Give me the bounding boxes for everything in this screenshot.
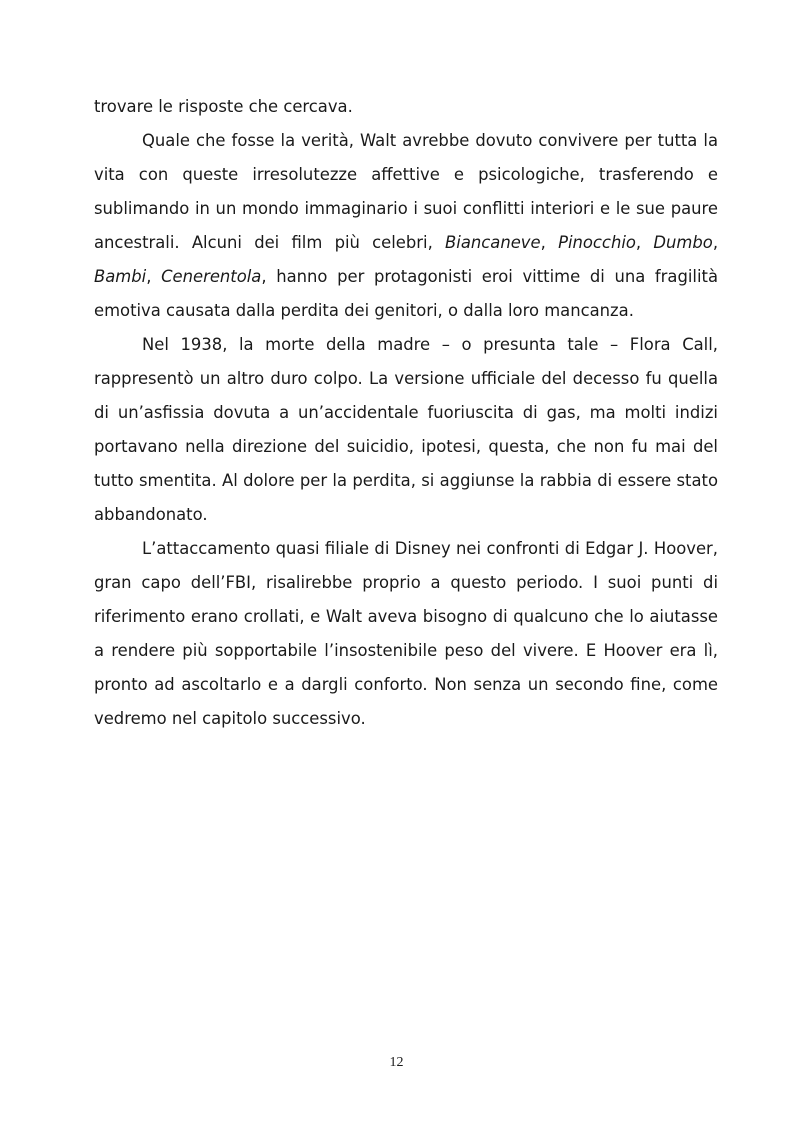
paragraph (94, 328, 718, 532)
italic-title: Biancaneve (445, 233, 541, 252)
page-number: 12 (389, 1055, 404, 1070)
paragraph (94, 124, 718, 328)
paragraph (94, 532, 718, 736)
italic-title: Cenerentola (161, 267, 262, 286)
text-run: , (540, 233, 559, 252)
text-run: , hanno per protagonisti eroi vittime di una fragilità emotiva causata dalla perdita dei genitori, o dalla loro mancanza. (94, 267, 718, 320)
text-run: L’attaccamento quasi filiale di Disney nei confronti di Edgar J. Hoover, gran capo dell’FBI, risalirebbe proprio a questo periodo. I suoi punti di riferimento erano crollati, e Walt aveva bisogno di qualcuno che lo aiutasse a rendere più sopportabile l’insostenibile peso del vivere. E Hoover era lì, pronto ad ascoltarlo e a dargli conforto. Non senza un secondo fine, come vedremo nel capitolo successivo. (94, 539, 718, 728)
italic-title: Bambi (94, 267, 147, 286)
text-run: Nel 1938, la morte della madre – o presunta tale – Flora Call, rappresentò un altro duro colpo. La versione ufficiale del decesso fu quella di un’asfissia dovuta a un’accidentale fuoriuscita di gas, ma molti indizi portavano nella direzione del suicidio, ipotesi, questa, che non fu mai del tutto smentita. Al dolore per la perdita, si aggiunse la rabbia di essere stato abbandonato. (94, 335, 718, 524)
paragraph (94, 90, 718, 124)
text-run: , (635, 233, 654, 252)
italic-title: Pinocchio (558, 233, 636, 252)
text-run: , (712, 233, 719, 252)
italic-title: Dumbo (653, 233, 713, 252)
text-run: trovare le risposte che cercava. (94, 97, 353, 116)
text-run: Quale che fosse la verità, Walt avrebbe dovuto convivere per tutta la vita con queste irresolutezze affettive e psicologiche, trasferendo e sublimando in un mondo immaginario i suoi conflitti interiori e le sue paure ancestrali. Alcuni dei film più celebri, (94, 131, 718, 252)
text-run: , (146, 267, 162, 286)
body-text (94, 90, 718, 736)
